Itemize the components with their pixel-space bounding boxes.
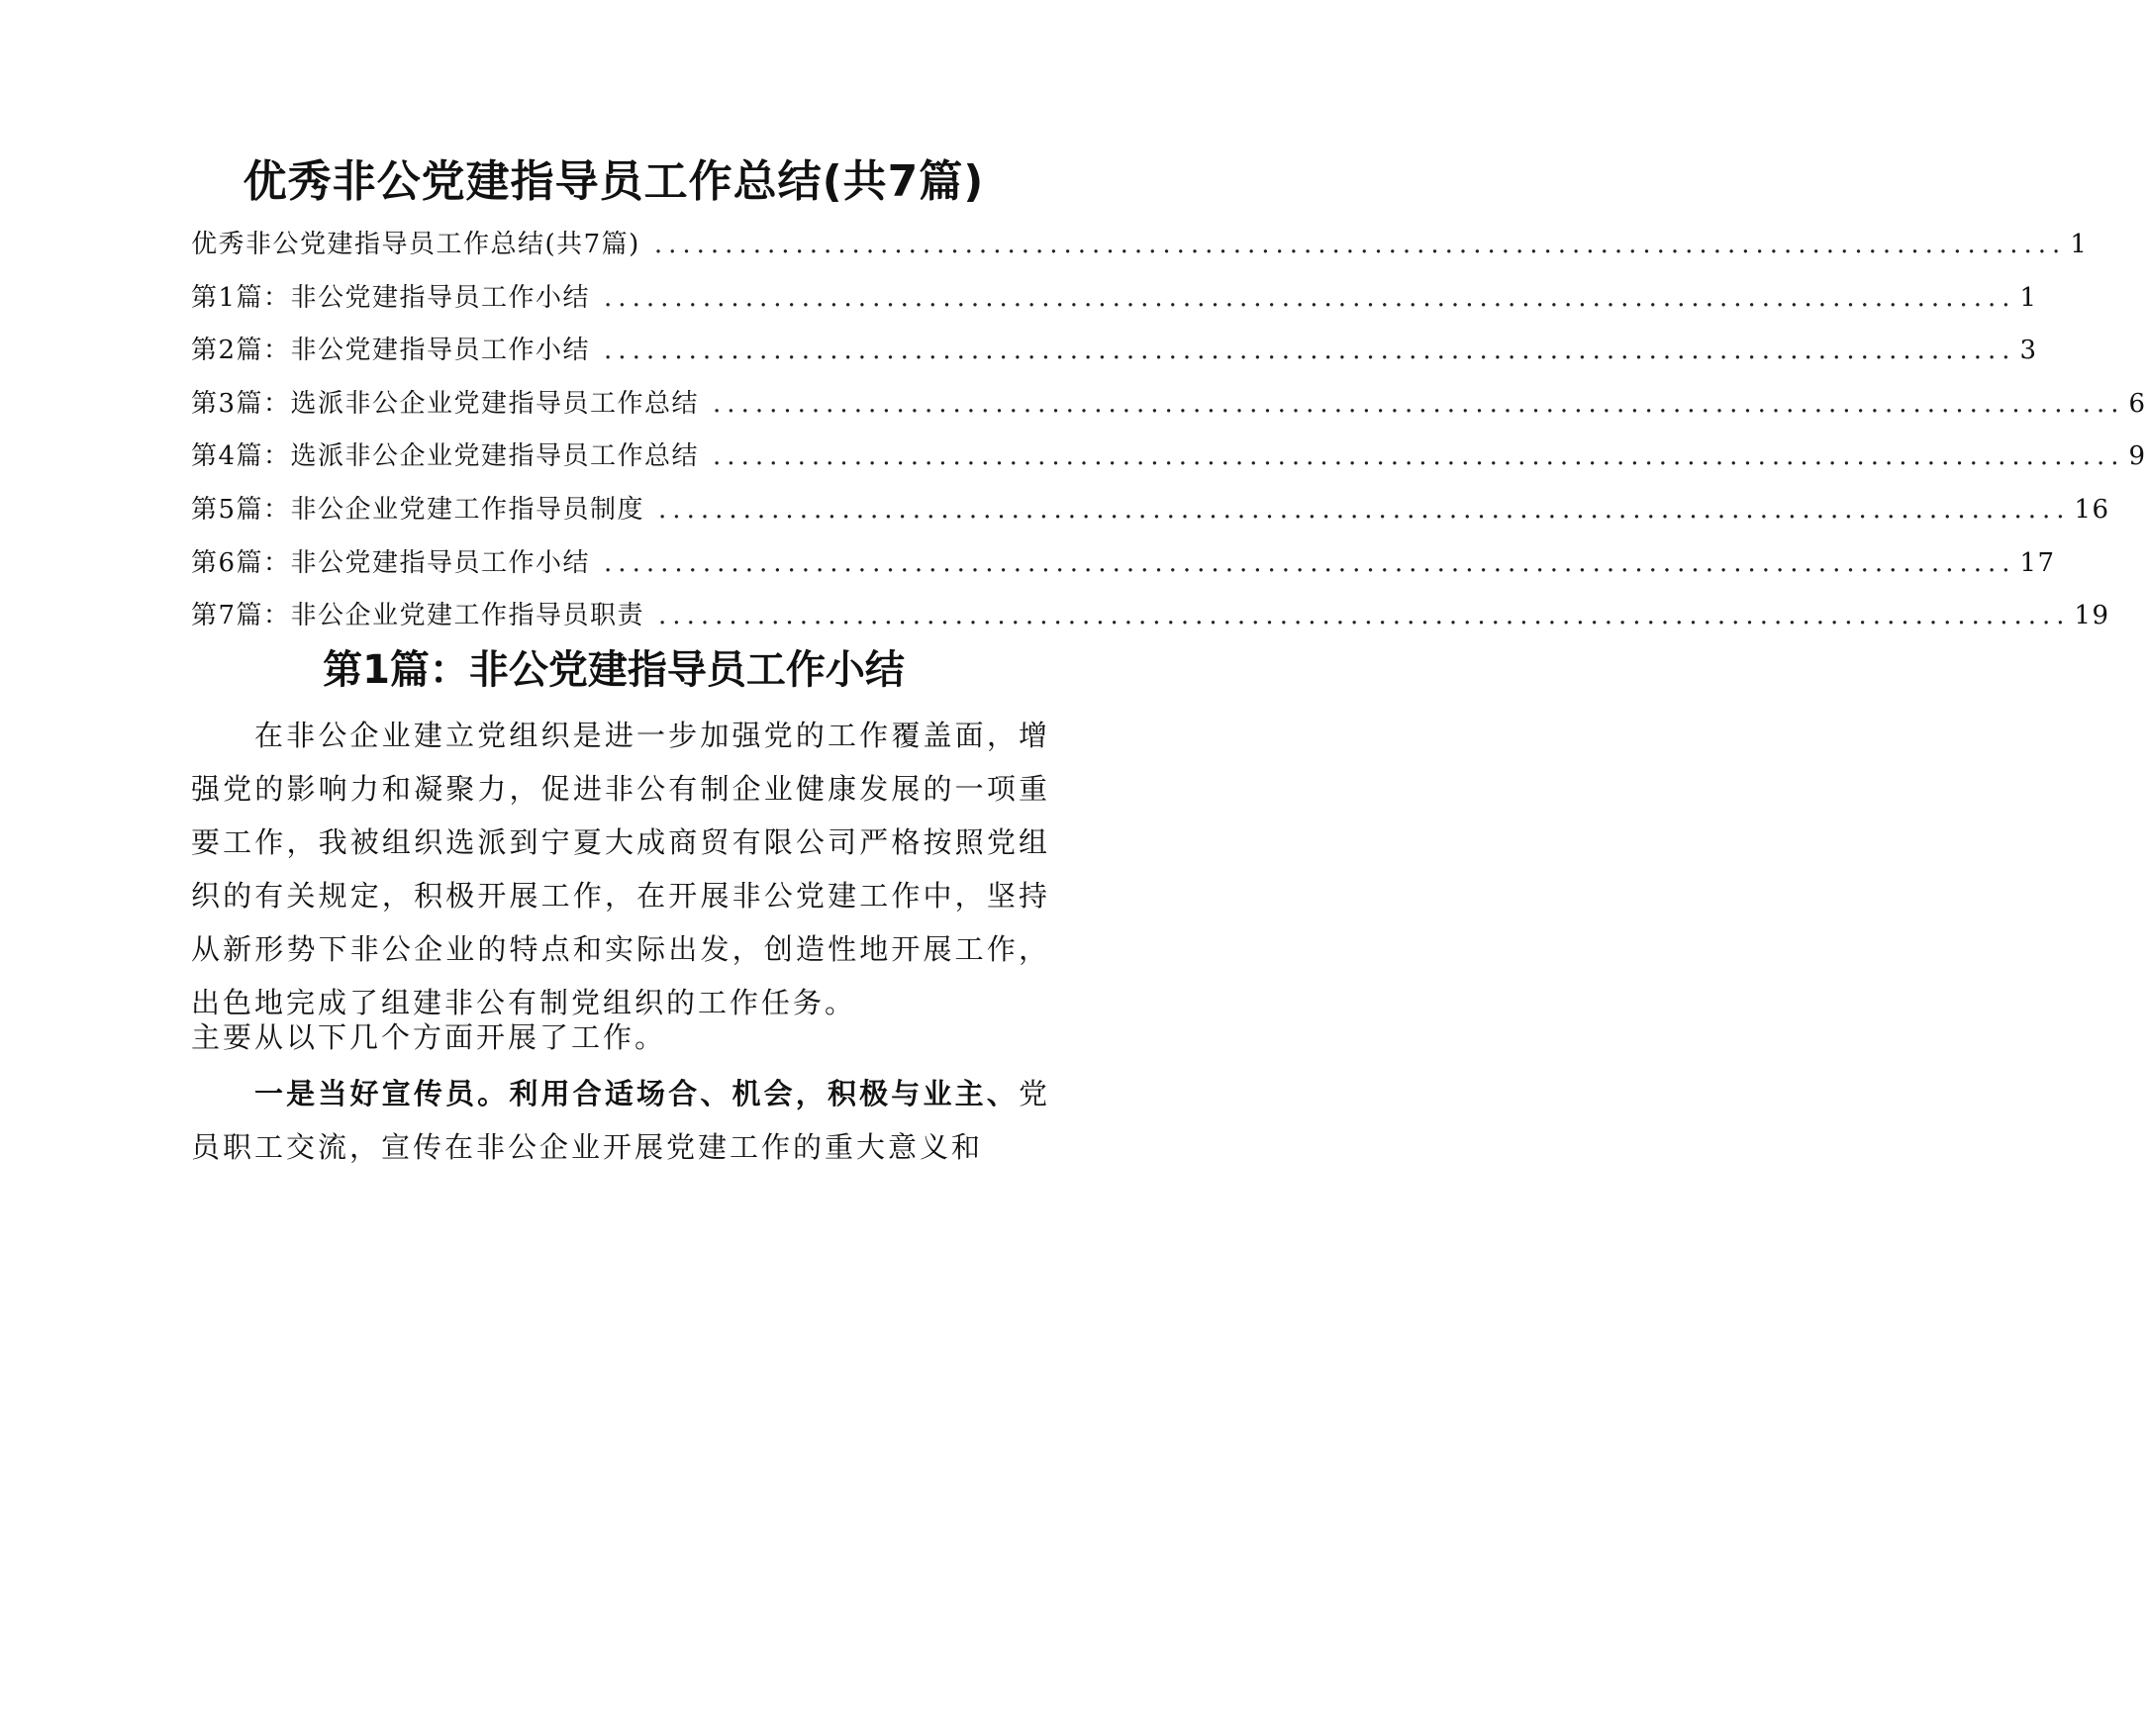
toc-entry-label: 第4篇：选派非公企业党建指导员工作总结 bbox=[191, 441, 700, 472]
toc-dot-leader: .................................................................................................... bbox=[713, 388, 2125, 419]
toc-entry-label: 第1篇：非公党建指导员工作小结 bbox=[191, 282, 591, 313]
toc-dot-leader: .................................................................................................... bbox=[658, 601, 2071, 631]
table-of-contents bbox=[191, 219, 2147, 643]
toc-dot-leader: .................................................................................................... bbox=[653, 230, 2067, 259]
toc-dot-leader: .................................................................................................... bbox=[604, 547, 2016, 578]
body-paragraph: 在非公企业建立党组织是进一步加强党的工作覆盖面，增强党的影响力和凝聚力，促进非公有制企业健康发展的一项重要工作，我被组织选派到宁夏大成商贸有限公司严格按照党组织的有关规定，积极开展工作，在开展非公党建工作中，坚持从新形势下非公企业的特点和实际出发，创造性地开展工作，出色地完成了组建非公有制党组织的工作任务。 bbox=[191, 719, 1050, 1019]
bold-lead-text: 一是当好宣传员。利用合适场合、机会，积极与业主、 bbox=[254, 1077, 1019, 1110]
toc-entry[interactable] bbox=[191, 484, 2110, 537]
toc-entry-page: 17 bbox=[2019, 547, 2056, 578]
toc-entry[interactable] bbox=[191, 325, 2038, 378]
toc-entry-page: 19 bbox=[2074, 601, 2110, 631]
paragraph-continuation-text: 党员职工交流，宣传在非公企业开展党建工作的重大意义和 bbox=[191, 1077, 1050, 1164]
toc-dot-leader: .................................................................................................... bbox=[604, 282, 2016, 313]
toc-entry-label: 第5篇：非公企业党建工作指导员制度 bbox=[191, 494, 645, 525]
toc-dot-leader: .................................................................................................... bbox=[658, 494, 2071, 525]
toc-entry-page: 1 bbox=[2019, 282, 2038, 313]
toc-entry[interactable] bbox=[191, 537, 2056, 591]
toc-entry[interactable] bbox=[191, 219, 2089, 272]
document-title: 优秀非公党建指导员工作总结(共7篇) bbox=[243, 156, 985, 207]
toc-entry-page: 6 bbox=[2128, 388, 2147, 419]
toc-dot-leader: .................................................................................................... bbox=[604, 336, 2016, 366]
body-paragraph-point-one bbox=[191, 1067, 1050, 1174]
toc-entry-page: 3 bbox=[2019, 336, 2038, 366]
toc-entry-label: 第7篇：非公企业党建工作指导员职责 bbox=[191, 601, 645, 631]
toc-entry-page: 1 bbox=[2070, 230, 2089, 259]
toc-entry[interactable] bbox=[191, 272, 2038, 326]
toc-entry[interactable] bbox=[191, 590, 2110, 643]
toc-entry-label: 第3篇：选派非公企业党建指导员工作总结 bbox=[191, 388, 700, 419]
toc-dot-leader: .................................................................................................... bbox=[713, 441, 2125, 472]
section-heading: 第1篇：非公党建指导员工作小结 bbox=[323, 647, 905, 693]
toc-entry-label: 优秀非公党建指导员工作总结(共7篇) bbox=[191, 230, 640, 259]
toc-entry-page: 9 bbox=[2128, 441, 2147, 472]
toc-entry[interactable] bbox=[191, 378, 2147, 432]
toc-entry-label: 第2篇：非公党建指导员工作小结 bbox=[191, 336, 591, 366]
toc-entry-label: 第6篇：非公党建指导员工作小结 bbox=[191, 547, 591, 578]
toc-entry[interactable] bbox=[191, 431, 2147, 484]
body-paragraph: 主要从以下几个方面开展了工作。 bbox=[191, 1020, 667, 1054]
toc-entry-page: 16 bbox=[2074, 494, 2110, 525]
